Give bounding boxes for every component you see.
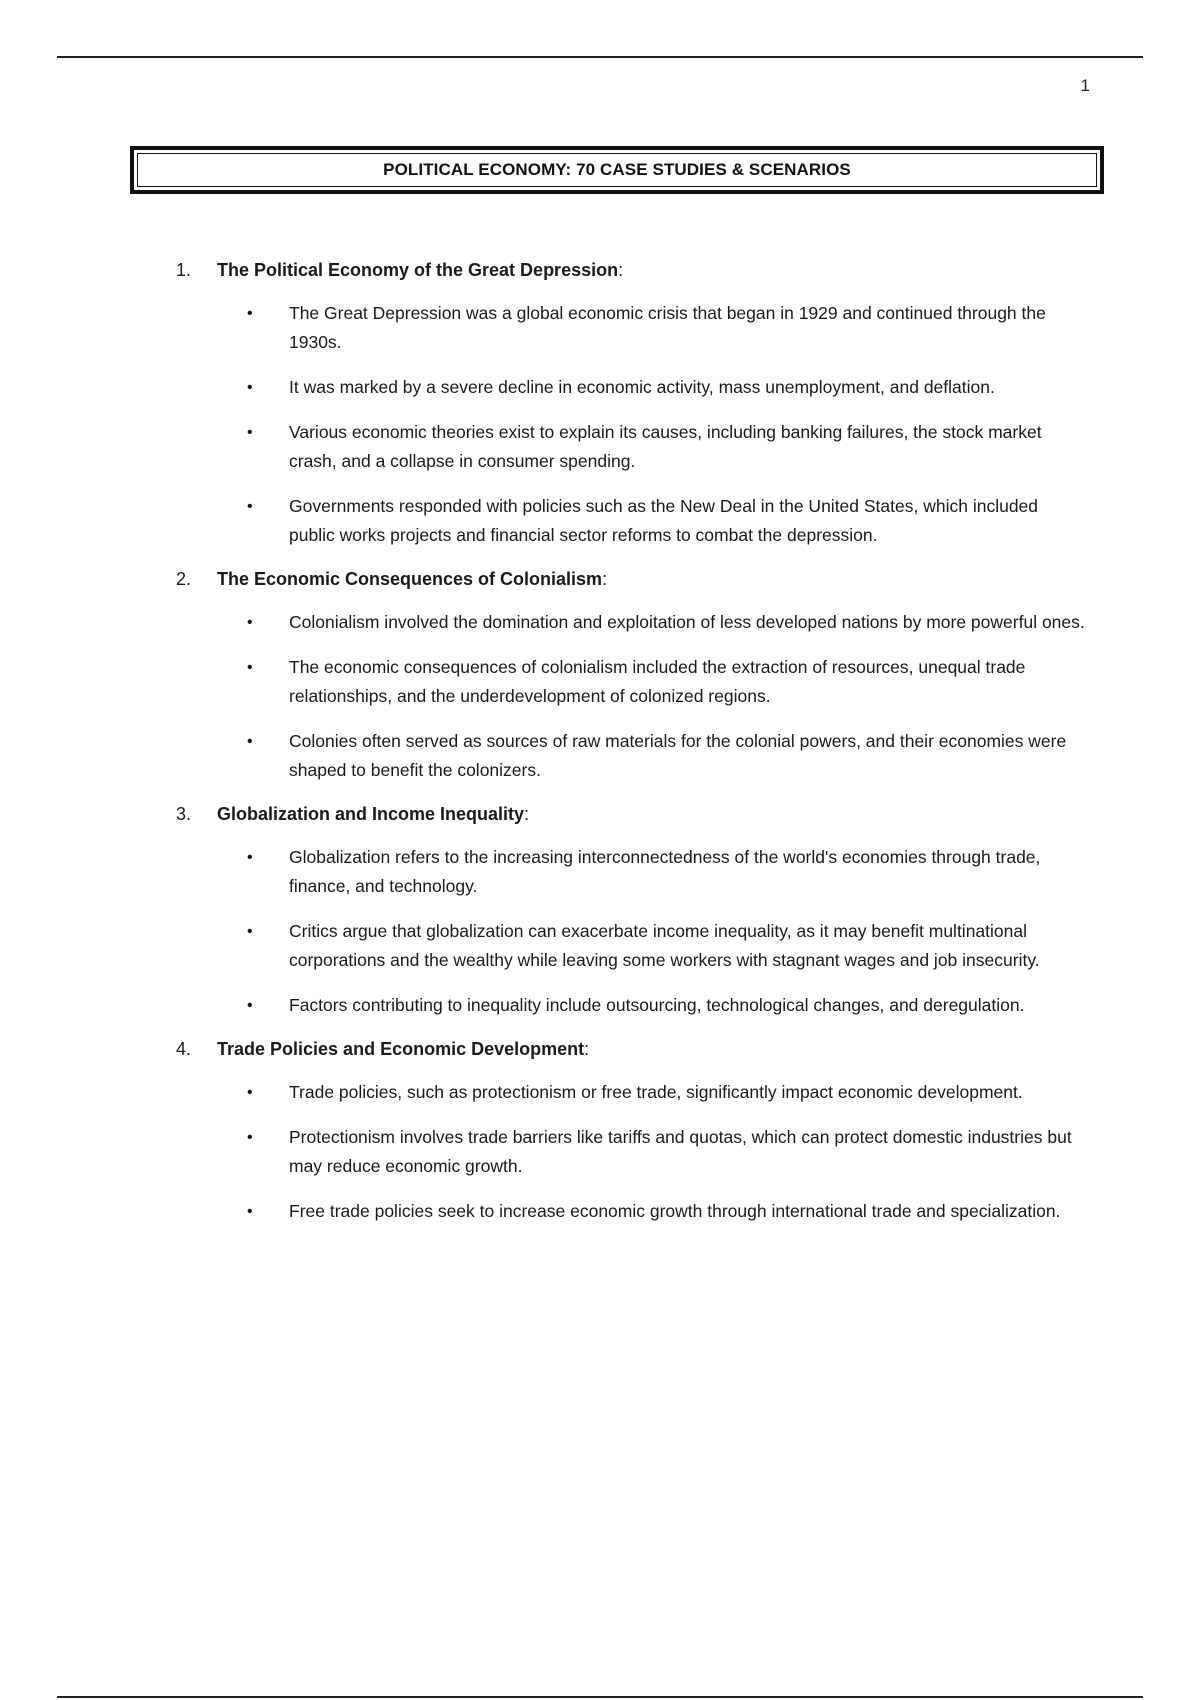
section — [176, 1036, 1096, 1226]
list-item — [247, 492, 1096, 550]
list-item — [247, 727, 1096, 785]
bullet-list — [176, 1078, 1096, 1226]
bullet-text: Protectionism involves trade barriers like tariffs and quotas, which can protect domestic industries but may reduce economic growth. — [289, 1127, 1072, 1176]
section-colon: : — [524, 804, 530, 824]
title-box-inner — [137, 153, 1097, 187]
section-colon: : — [618, 260, 624, 280]
bullet-text: Critics argue that globalization can exacerbate income inequality, as it may benefit multinational corporations and the wealthy while leaving some workers with stagnant wages and job insecurity. — [289, 921, 1040, 970]
section-colon: : — [602, 569, 608, 589]
bullet-text: Trade policies, such as protectionism or free trade, significantly impact economic development. — [289, 1082, 1023, 1102]
list-item — [247, 418, 1096, 476]
section-number: 4. — [176, 1039, 192, 1059]
list-item — [247, 373, 1096, 402]
bullet-icon: • — [247, 614, 253, 631]
section-heading — [176, 801, 1096, 827]
section-title: Globalization and Income Inequality — [217, 804, 525, 824]
bullet-text: Globalization refers to the increasing interconnectedness of the world's economies through trade, finance, and technology. — [289, 847, 1041, 896]
section — [176, 257, 1096, 550]
bullet-list — [176, 843, 1096, 1020]
bullet-text: Free trade policies seek to increase economic growth through international trade and specialization. — [289, 1201, 1061, 1221]
bullet-list — [176, 299, 1096, 550]
bullet-icon: • — [247, 1084, 253, 1101]
section-number: 1. — [176, 260, 192, 280]
bullet-text: It was marked by a severe decline in economic activity, mass unemployment, and deflation. — [289, 377, 995, 397]
bullet-icon: • — [247, 379, 253, 396]
title-box — [130, 146, 1104, 194]
list-item — [247, 843, 1096, 901]
list-item — [247, 1123, 1096, 1181]
section-title: Trade Policies and Economic Development — [217, 1039, 585, 1059]
list-item — [247, 917, 1096, 975]
section-colon: : — [584, 1039, 590, 1059]
list-item — [247, 1197, 1096, 1226]
list-item — [247, 608, 1096, 637]
bullet-text: The Great Depression was a global economic crisis that began in 1929 and continued through the 1930s. — [289, 303, 1046, 352]
bullet-icon: • — [247, 424, 253, 441]
bullet-text: Various economic theories exist to explain its causes, including banking failures, the stock market crash, and a collapse in consumer spending. — [289, 422, 1042, 471]
section — [176, 566, 1096, 785]
section-title: The Economic Consequences of Colonialism — [217, 569, 603, 589]
section — [176, 801, 1096, 1020]
bullet-icon: • — [247, 923, 253, 940]
bullet-text: Colonies often served as sources of raw materials for the colonial powers, and their economies were shaped to benefit the colonizers. — [289, 731, 1067, 780]
bullet-icon: • — [247, 1203, 253, 1220]
bullet-icon: • — [247, 849, 253, 866]
section-title: The Political Economy of the Great Depression — [217, 260, 619, 280]
bullet-text: Factors contributing to inequality include outsourcing, technological changes, and deregulation. — [289, 995, 1025, 1015]
section-number: 2. — [176, 569, 192, 589]
bullet-icon: • — [247, 733, 253, 750]
document-title: POLITICAL ECONOMY: 70 CASE STUDIES & SCENARIOS — [383, 160, 851, 179]
section-heading — [176, 257, 1096, 283]
list-item — [247, 1078, 1096, 1107]
bullet-icon: • — [247, 305, 253, 322]
bullet-icon: • — [247, 659, 253, 676]
bullet-text: Governments responded with policies such as the New Deal in the United States, which included public works projects and financial sector reforms to combat the depression. — [289, 496, 1039, 545]
bullet-icon: • — [247, 1129, 253, 1146]
section-number: 3. — [176, 804, 192, 824]
page-number: 1 — [1080, 76, 1090, 95]
bullet-list — [176, 608, 1096, 785]
bullet-text: The economic consequences of colonialism included the extraction of resources, unequal trade relationships, and the underdevelopment of colonized regions. — [289, 657, 1026, 706]
document-body — [176, 257, 1096, 1242]
top-rule — [57, 56, 1143, 58]
list-item — [247, 991, 1096, 1020]
bullet-icon: • — [247, 498, 253, 515]
bullet-icon: • — [247, 997, 253, 1014]
list-item — [247, 299, 1096, 357]
section-heading — [176, 1036, 1096, 1062]
bullet-text: Colonialism involved the domination and exploitation of less developed nations by more powerful ones. — [289, 612, 1085, 632]
bottom-rule — [57, 1696, 1143, 1698]
list-item — [247, 653, 1096, 711]
section-heading — [176, 566, 1096, 592]
